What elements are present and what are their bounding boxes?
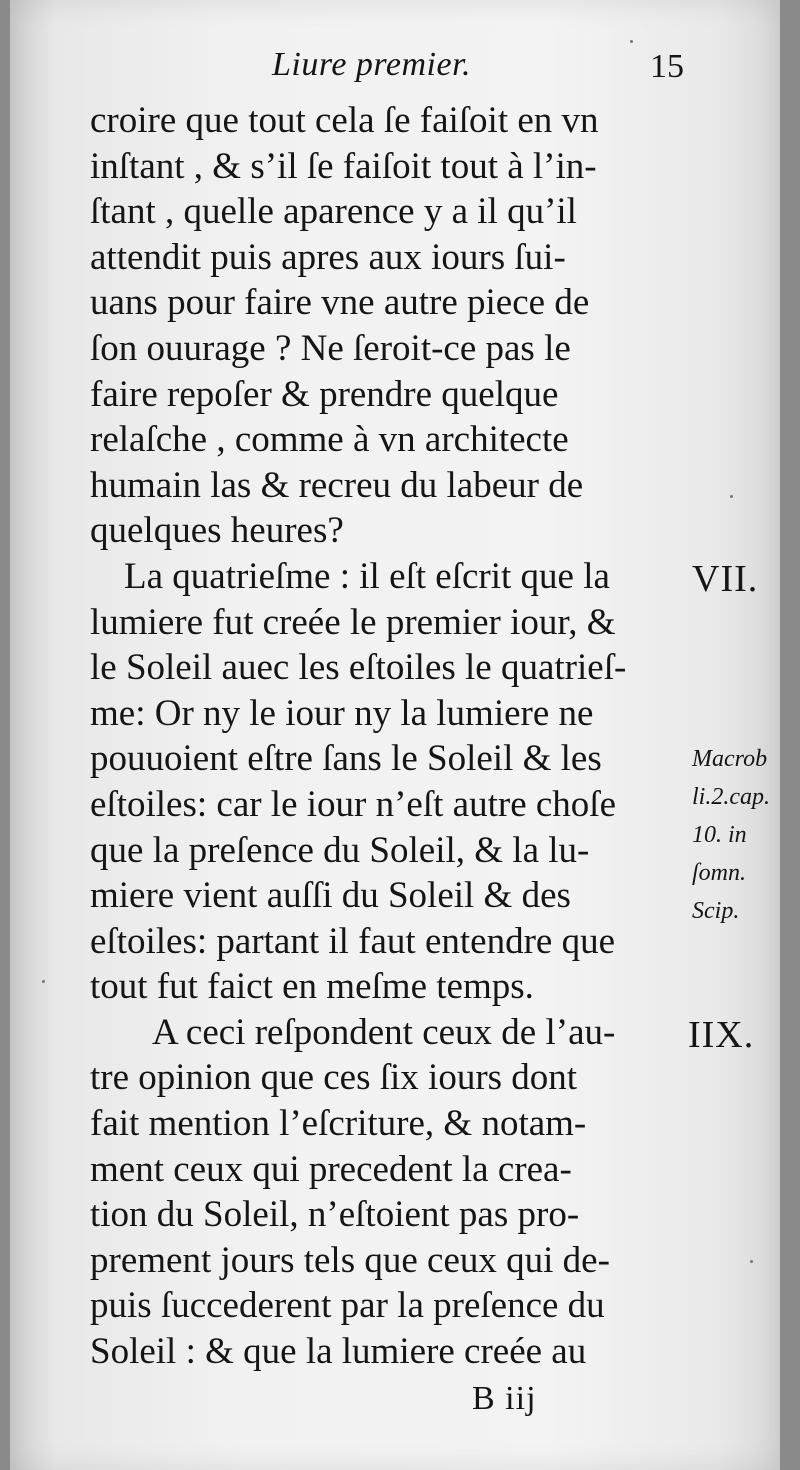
text-line: tre opinion que ces ſix iours dont bbox=[90, 1057, 578, 1099]
text-line: La quatrieſme : il eſt eſcrit que la bbox=[124, 555, 610, 597]
text-line: le Soleil auec les eſtoiles le quatrieſ- bbox=[90, 647, 627, 689]
marginal-citation bbox=[692, 740, 770, 930]
page-body bbox=[90, 98, 690, 1375]
text-line: me: Or ny le iour ny la lumiere ne bbox=[90, 692, 594, 734]
text-line: humain las & recreu du labeur de bbox=[90, 464, 584, 506]
section-number-vii: VII. bbox=[692, 558, 759, 600]
paper-speck bbox=[630, 40, 633, 43]
text-line: miere vient auſſi du Soleil & des bbox=[90, 875, 571, 917]
text-line: ſon ouurage ? Ne ſeroit-ce pas le bbox=[90, 327, 571, 369]
text-line: quelques heures? bbox=[90, 510, 344, 552]
text-line: A ceci reſpondent ceux de l’au- bbox=[152, 1011, 616, 1053]
section-number-iix: IIX. bbox=[688, 1014, 755, 1056]
page-number: 15 bbox=[650, 48, 684, 85]
paper-speck bbox=[750, 1260, 753, 1263]
text-line: attendit puis apres aux iours ſui- bbox=[90, 236, 566, 278]
running-title: Liure premier. bbox=[272, 46, 472, 83]
book-page bbox=[10, 0, 780, 1470]
text-line: ment ceux qui precedent la crea- bbox=[90, 1148, 572, 1190]
text-line: tout fut faict en meſme temps. bbox=[90, 966, 534, 1008]
text-line: eſtoiles: partant il faut entendre que bbox=[90, 920, 615, 962]
text-line: eſtoiles: car le iour n’eſt autre choſe bbox=[90, 783, 616, 825]
citation-line: 10. in bbox=[692, 822, 747, 848]
text-line: croire que tout cela ſe faiſoit en vn bbox=[90, 100, 599, 141]
text-line: ſtant , quelle aparence y a il qu’il bbox=[90, 191, 577, 233]
paragraph-response bbox=[90, 1010, 690, 1375]
text-line: pouuoient eſtre ſans le Soleil & les bbox=[90, 738, 602, 780]
text-line: Soleil : & que la lumiere creée au bbox=[90, 1331, 587, 1373]
text-line: inſtant , & s’il ſe faiſoit tout à l’in- bbox=[90, 145, 597, 187]
paragraph-continuation bbox=[90, 98, 690, 554]
citation-line: li.2.cap. bbox=[692, 784, 770, 810]
paper-speck bbox=[730, 495, 733, 498]
text-line: uans pour faire vne autre piece de bbox=[90, 282, 590, 324]
text-line: lumiere fut creée le premier iour, & bbox=[90, 601, 616, 643]
text-line: relaſche , comme à vn architecte bbox=[90, 419, 569, 461]
citation-line: Macrob bbox=[692, 746, 768, 772]
text-line: fait mention l’eſcriture, & notam- bbox=[90, 1103, 587, 1145]
signature-mark: B iij bbox=[472, 1380, 537, 1417]
paragraph-quatriesme bbox=[90, 554, 690, 1010]
text-line: que la preſence du Soleil, & la lu- bbox=[90, 829, 590, 871]
text-line: prement jours tels que ceux qui de- bbox=[90, 1239, 610, 1281]
text-line: tion du Soleil, n’eſtoient pas pro- bbox=[90, 1194, 580, 1236]
paper-speck bbox=[42, 980, 45, 983]
citation-line: Scip. bbox=[692, 898, 740, 924]
text-line: puis ſuccederent par la preſence du bbox=[90, 1285, 605, 1327]
citation-line: ſomn. bbox=[692, 860, 746, 886]
text-line: faire repoſer & prendre quelque bbox=[90, 373, 559, 415]
